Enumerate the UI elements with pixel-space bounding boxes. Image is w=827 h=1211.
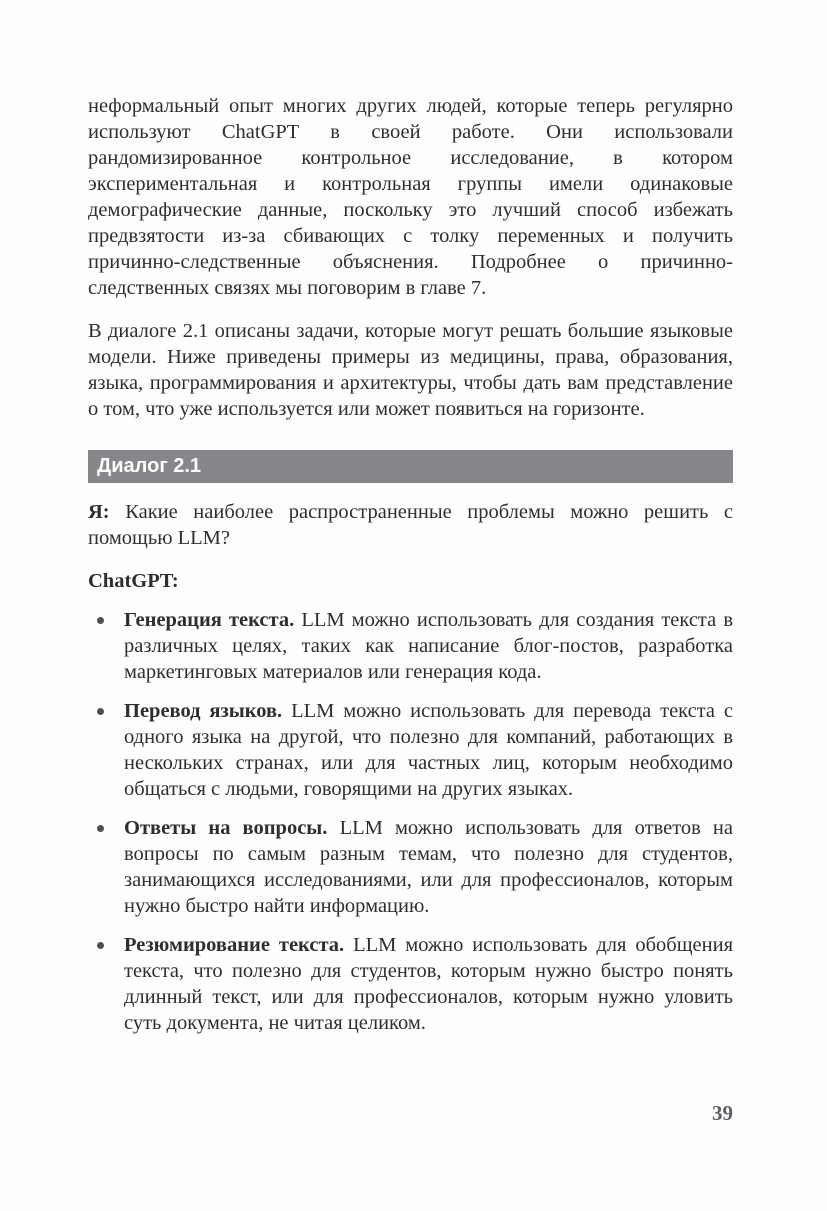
list-item (88, 815, 733, 919)
bullet-text: LLM можно использовать для перевода текста с одного языка на другой, что полезно для компаний, работающих в нескольких странах, или для частных лиц, которым необходимо общаться с людьми, говорящими на других языках. (124, 700, 733, 800)
bullet-body (124, 815, 733, 919)
bullet-list (88, 607, 733, 1036)
bullet-text: LLM можно использовать для ответов на вопросы по самым разным темам, что полезно для студентов, занимающихся исследованиями, или для профессионалов, которым нужно быстро найти информацию. (124, 817, 734, 917)
bullet-lead: Перевод языков. (124, 700, 283, 722)
list-item (88, 698, 733, 802)
text-column (88, 93, 733, 1049)
dialog-header-label: Диалог 2.1 (97, 455, 202, 477)
bullet-icon (97, 617, 104, 624)
answer-label: ChatGPT: (88, 570, 179, 592)
bullet-body (124, 698, 733, 802)
bullet-body (124, 932, 733, 1036)
paragraph-dialog-intro: В диалоге 2.1 описаны задачи, которые могут решать большие языковые модели. Ниже приведены примеры из медицины, права, образования, языка, программирования и архитектуры, чтобы дать вам представление о том, что уже используется или может появиться на горизонте. (88, 320, 733, 420)
speaker-label: Я: (88, 501, 110, 523)
paragraph-intro: неформальный опыт многих других людей, которые теперь регулярно используют ChatGPT в своей работе. Они использовали рандомизированное контрольное исследование, в котором экспериментальная и контрольная группы имели одинаковые демографические данные, поскольку это лучший способ избежать предвзятости из-за сбивающих с толку переменных и получить причинно-следственные объяснения. Подробнее о причинно-следственных связях мы поговорим в главе 7. (88, 95, 733, 299)
question-text: Какие наиболее распространенные проблемы можно решить с помощью LLM? (88, 501, 734, 549)
bullet-lead: Ответы на вопросы. (124, 817, 328, 839)
dialog-header-bar (88, 450, 733, 483)
question-paragraph (88, 499, 733, 551)
page-number: 39 (712, 1101, 733, 1125)
bullet-icon (97, 942, 104, 949)
list-item (88, 932, 733, 1036)
bullet-lead: Резюмирование текста. (124, 934, 345, 956)
bullet-body (124, 607, 733, 685)
bullet-lead: Генерация текста. (124, 609, 295, 631)
bullet-text: LLM можно использовать для создания текста в различных целях, таких как написание блог-постов, разработка маркетинговых материалов или генерация кода. (124, 609, 734, 683)
bullet-icon (97, 825, 104, 832)
bullet-icon (97, 708, 104, 715)
list-item (88, 607, 733, 685)
bullet-text: LLM можно использовать для обобщения текста, что полезно для студентов, которым нужно быстро понять длинный текст, или для профессионалов, которым нужно уловить суть документа, не читая целиком. (124, 934, 733, 1034)
